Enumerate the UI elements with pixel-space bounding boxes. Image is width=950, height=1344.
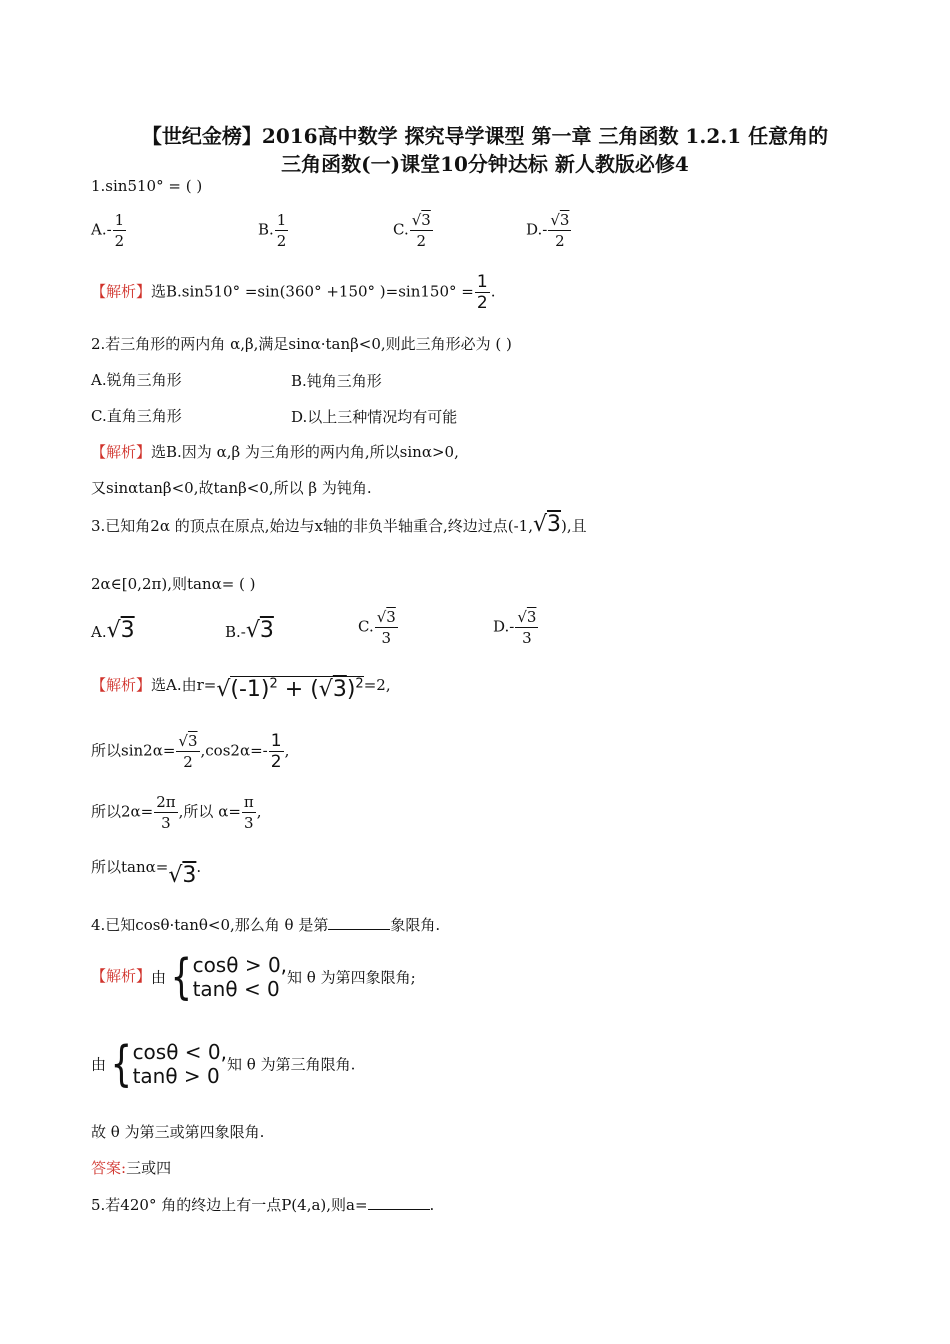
q3-option-b: B.-√3 (225, 618, 274, 643)
q2-stem: 2.若三角形的两内角 α,β,满足sinα·tanβ<0,则此三角形必为 ( ) (91, 335, 512, 353)
q2-option-b: B.钝角三角形 (291, 372, 382, 390)
q2-analysis-line-2: 又sinαtanβ<0,故tanβ<0,所以 β 为钝角. (91, 479, 372, 497)
q1-option-c: C. $\frac{√3}{2}$ (393, 211, 431, 250)
q1-option-b: B. $\frac{1}{2}$ (258, 211, 287, 250)
analysis-tag: 【解析】 (91, 967, 152, 985)
q1-analysis: 【解析】选B.sin510° =sin(360° +150° )=sin150° = $\frac{1}{2}$ . (91, 272, 496, 313)
q3-option-c: C. $\frac{√3}{3}$ (358, 608, 396, 647)
q4-analysis-line-2: 由{ cosθ < 0, tanθ > 0 知 θ 为第三角限角. (91, 1036, 356, 1092)
analysis-tag: 【解析】 (91, 443, 152, 461)
title-line-1: 【世纪金榜】2016高中数学 探究导学课型 第一章 三角函数 1.2.1 任意角的 (141, 124, 829, 148)
q3-option-d: D.- $\frac{√3}{3}$ (493, 608, 537, 647)
q3-analysis-line-1: 【解析】选A.由$r=√(-1)^2 + (√3)^2=2$, (91, 676, 391, 702)
q4-answer: 答案:三或四 (91, 1159, 172, 1177)
q4-analysis-line-1: 【解析】由{ cosθ > 0, tanθ < 0 知 θ 为第四象限角; (91, 949, 416, 1005)
q1-stem: 1.sin510° = ( ) (91, 177, 203, 195)
q2-option-d: D.以上三种情况均有可能 (291, 408, 458, 426)
q4-conclusion: 故 θ 为第三或第四象限角. (91, 1123, 265, 1141)
q3-analysis-line-4: 所以tanα=√3. (91, 858, 202, 888)
q4-stem: 4.已知cosθ·tanθ<0,那么角 θ 是第 象限角. (91, 916, 441, 934)
analysis-tag: 【解析】 (91, 676, 152, 694)
left-brace-icon: { (170, 949, 192, 1005)
q1-option-d: D.- $\frac{√3}{2}$ (526, 211, 570, 250)
title-line-2: 三角函数(一)课堂10分钟达标 新人教版必修4 (281, 152, 689, 176)
q5-stem: 5.若420° 角的终边上有一点P(4,a),则a= . (91, 1196, 435, 1214)
q3-stem-line-2: 2α∈[0,2π),则tanα= ( ) (91, 575, 256, 593)
q4-answer-blank (328, 915, 390, 930)
page-title (60, 122, 910, 178)
q3-stem-line-1: 3.已知角2α 的顶点在原点,始边与x轴的非负半轴重合,终边过点(-1,√3),且 (91, 512, 587, 537)
q3-option-a: A.√3 (91, 618, 135, 643)
q2-option-a: A.锐角三角形 (91, 371, 182, 389)
q1-option-a: A.- $\frac{1}{2}$ (91, 211, 125, 250)
q3-analysis-line-2: 所以sin2α= $\frac{√3}{2}$ ,cos2α=- $\frac{1}{2}$ , (91, 731, 290, 772)
answer-label: 答案: (91, 1159, 127, 1177)
q5-answer-blank (368, 1195, 430, 1210)
q2-option-c: C.直角三角形 (91, 407, 182, 425)
q3-analysis-line-3: 所以2α= $\frac{2\pi}{3}$ ,所以 α= $\frac{\pi}{3}$ , (91, 793, 262, 832)
q2-analysis-line-1: 【解析】选B.因为 α,β 为三角形的两内角,所以sinα>0, (91, 443, 459, 461)
analysis-tag: 【解析】 (91, 282, 152, 301)
left-brace-icon: { (110, 1036, 132, 1092)
